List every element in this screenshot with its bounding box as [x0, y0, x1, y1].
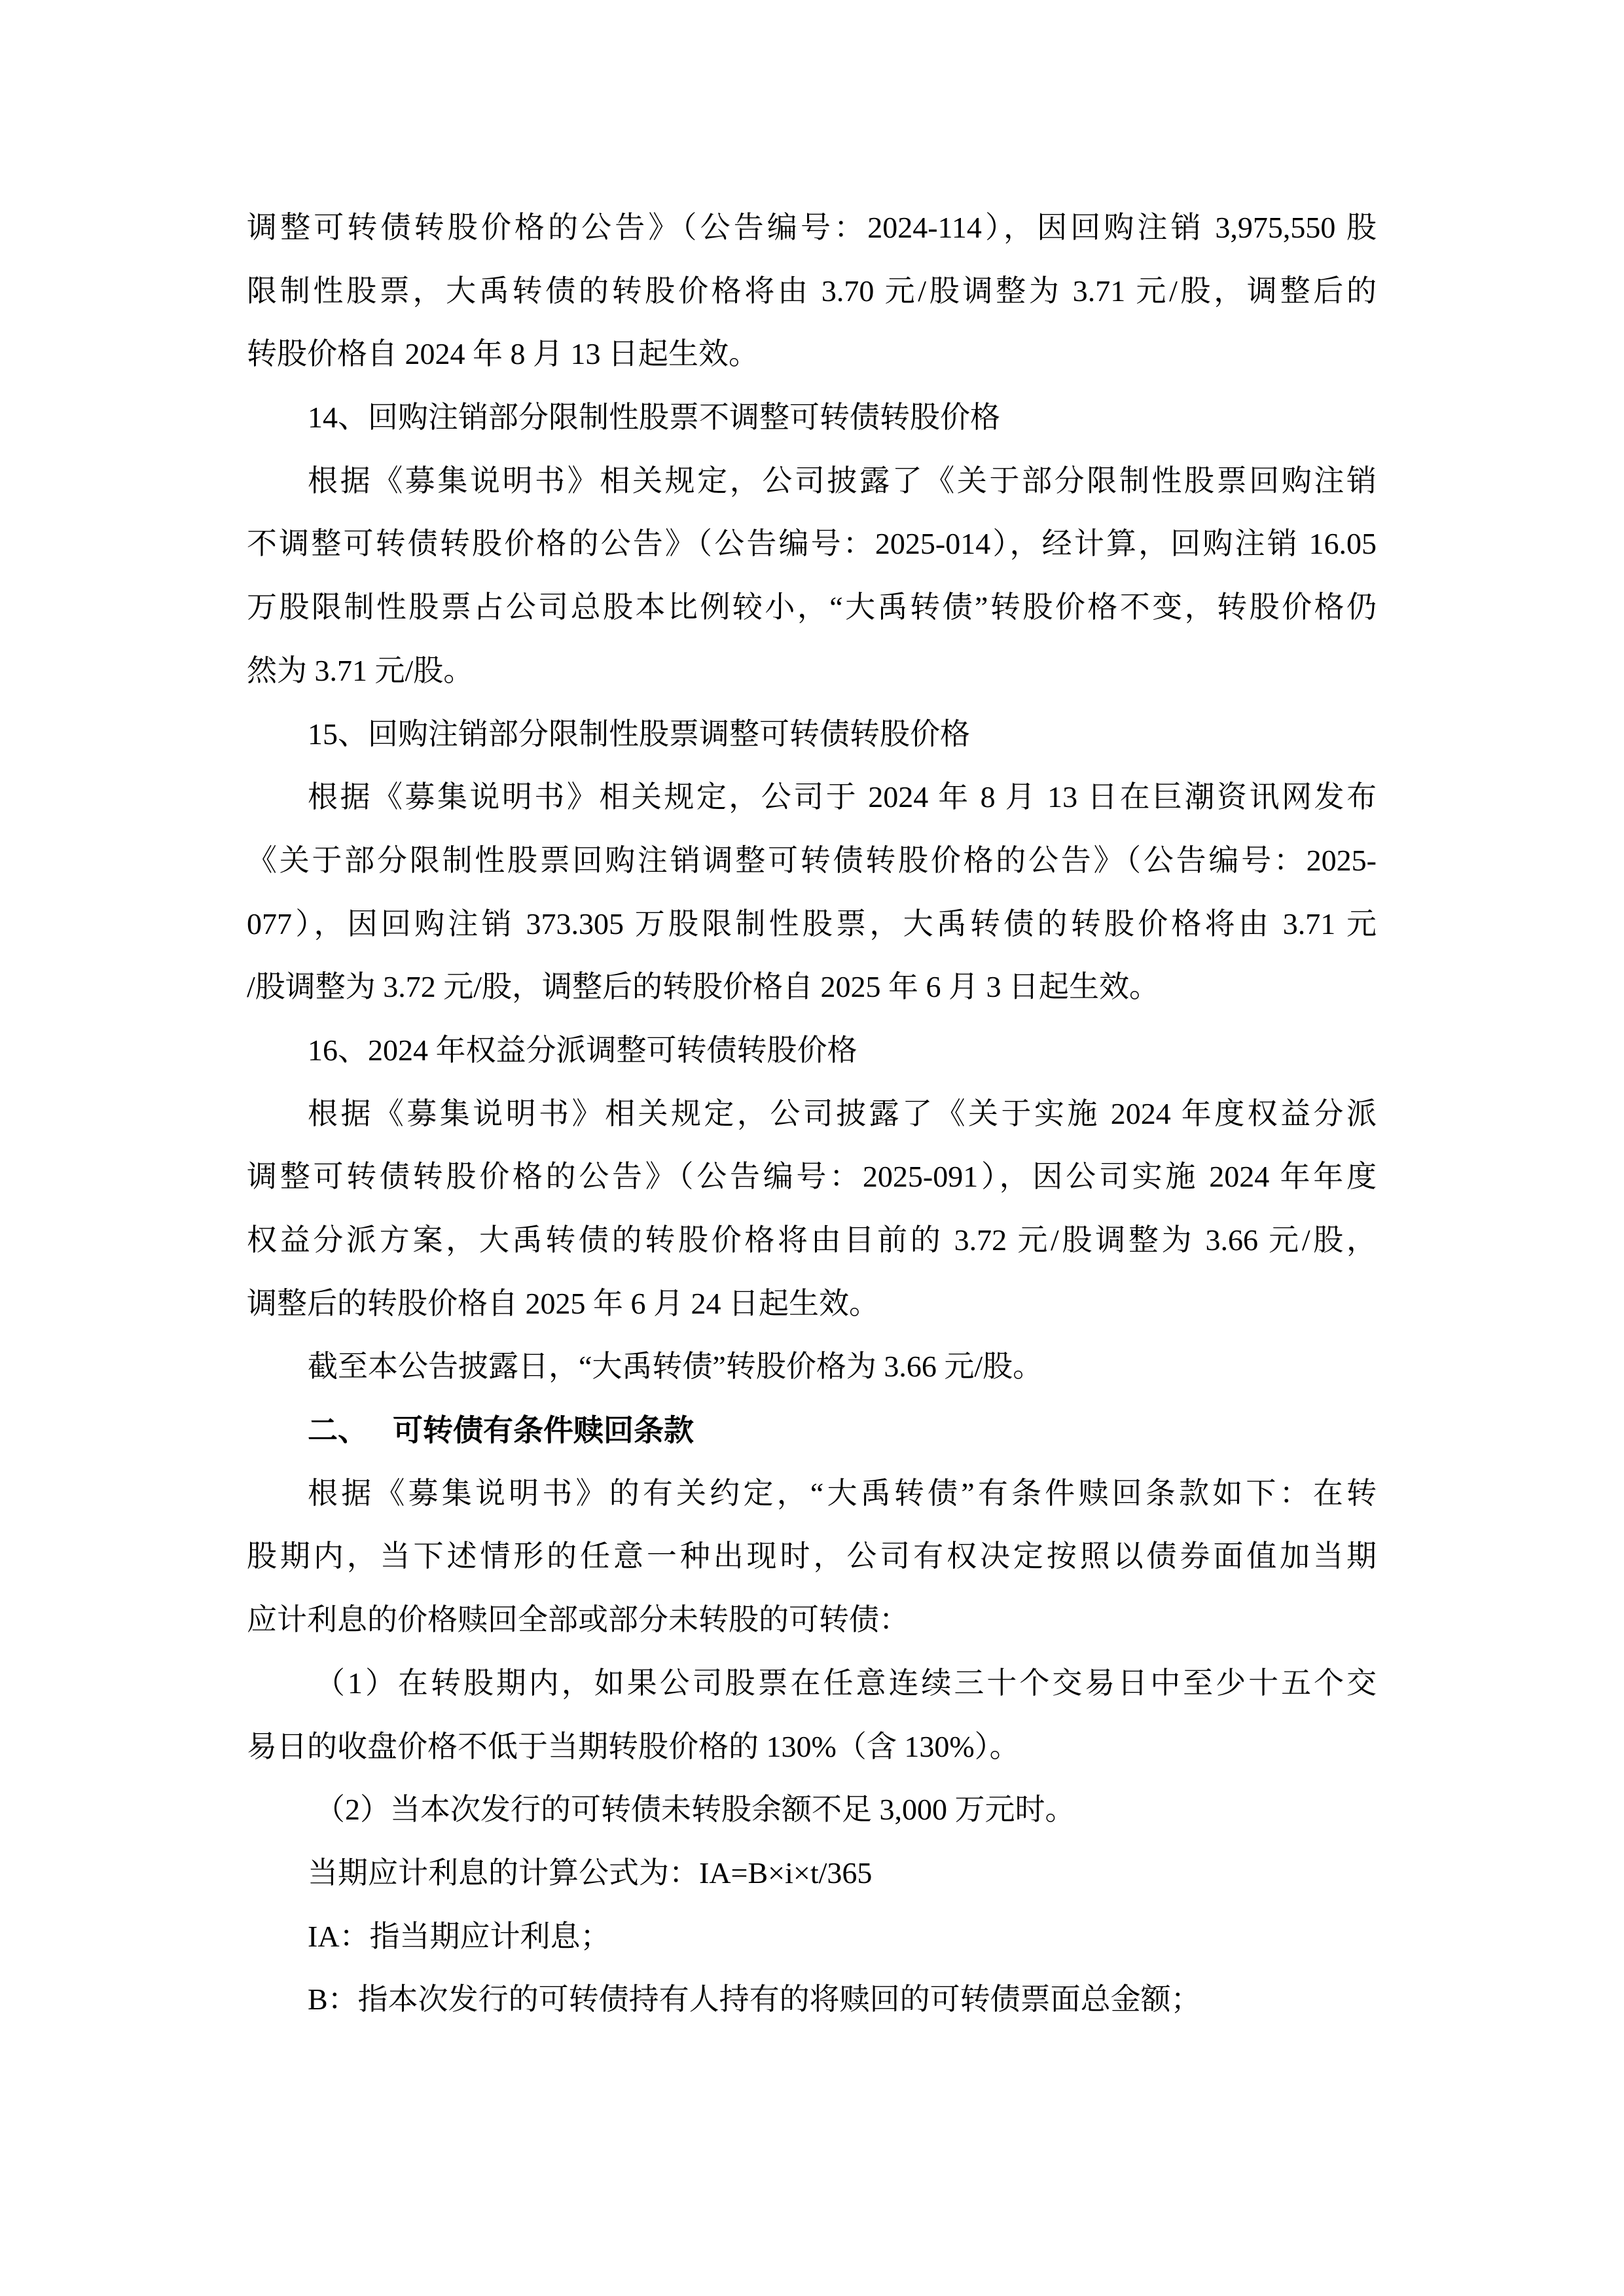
paragraph-line: 不调整可转债转股价格的公告》（公告编号：2025-014），经计算，回购注销 16.05	[247, 527, 1377, 561]
paragraph-line: 万股限制性股票占公司总股本比例较小，“大禹转债”转股价格不变，转股价格仍	[247, 590, 1377, 624]
paragraph-line: 根据《募集说明书》相关规定，公司披露了《关于实施 2024 年度权益分派	[308, 1096, 1377, 1130]
paragraph-line: 转股价格自 2024 年 8 月 13 日起生效。	[247, 337, 759, 371]
section-heading-2	[247, 1399, 1377, 1462]
paragraph-line: 077），因回购注销 373.305 万股限制性股票，大禹转债的转股价格将由 3.71 元	[247, 906, 1377, 941]
paragraph-line: 然为 3.71 元/股。	[247, 653, 474, 687]
paragraph-line: 调整可转债转股价格的公告》（公告编号：2025-091），因公司实施 2024 年年度	[247, 1160, 1377, 1194]
paragraph-line: /股调整为 3.72 元/股，调整后的转股价格自 2025 年 6 月 3 日起生效。	[247, 970, 1160, 1004]
paragraph-line: 权益分派方案，大禹转债的转股价格将由目前的 3.72 元/股调整为 3.66 元/股，	[247, 1223, 1377, 1257]
paragraph-line: 限制性股票，大禹转债的转股价格将由 3.70 元/股调整为 3.71 元/股，调整后的	[247, 274, 1377, 308]
summary-line: 截至本公告披露日，“大禹转债”转股价格为 3.66 元/股。	[308, 1350, 1043, 1384]
paragraph-line: 根据《募集说明书》相关规定，公司于 2024 年 8 月 13 日在巨潮资讯网发布	[308, 780, 1377, 814]
formula-line: 当期应计利息的计算公式为：IA=B×i×t/365	[308, 1856, 873, 1890]
paragraph-line: 根据《募集说明书》的有关约定，“大禹转债”有条件赎回条款如下：在转	[308, 1476, 1377, 1510]
section-title-16: 16、2024 年权益分派调整可转债转股价格	[308, 1033, 857, 1067]
document-page	[247, 196, 1377, 2032]
definition-b: B：指本次发行的可转债持有人持有的将赎回的可转债票面总金额；	[308, 1982, 1201, 2017]
paragraph-line: 调整可转债转股价格的公告》（公告编号：2024-114），因回购注销 3,975,550 股	[247, 211, 1377, 244]
heading-number: 二、	[308, 1413, 368, 1448]
paragraph-line: 股期内，当下述情形的任意一种出现时，公司有权决定按照以债券面值加当期	[247, 1539, 1377, 1573]
condition-1-line: （1）在转股期内，如果公司股票在任意连续三十个交易日中至少十五个交	[315, 1666, 1377, 1700]
paragraph-line: 根据《募集说明书》相关规定，公司披露了《关于部分限制性股票回购注销	[308, 463, 1377, 497]
section-title-14: 14、回购注销部分限制性股票不调整可转债转股价格	[308, 401, 1000, 435]
condition-1-line: 易日的收盘价格不低于当期转股价格的 130%（含 130%）。	[247, 1729, 1020, 1763]
definition-ia: IA：指当期应计利息；	[308, 1919, 611, 1953]
section-title-15: 15、回购注销部分限制性股票调整可转债转股价格	[308, 717, 970, 751]
paragraph-line: 调整后的转股价格自 2025 年 6 月 24 日起生效。	[247, 1286, 879, 1320]
paragraph-line: 应计利息的价格赎回全部或部分未转股的可转债：	[247, 1603, 909, 1637]
heading-title: 可转债有条件赎回条款	[393, 1413, 694, 1448]
paragraph-line: 《关于部分限制性股票回购注销调整可转债转股价格的公告》（公告编号：2025-	[247, 843, 1377, 877]
condition-2-line: （2）当本次发行的可转债未转股余额不足 3,000 万元时。	[315, 1793, 1075, 1827]
